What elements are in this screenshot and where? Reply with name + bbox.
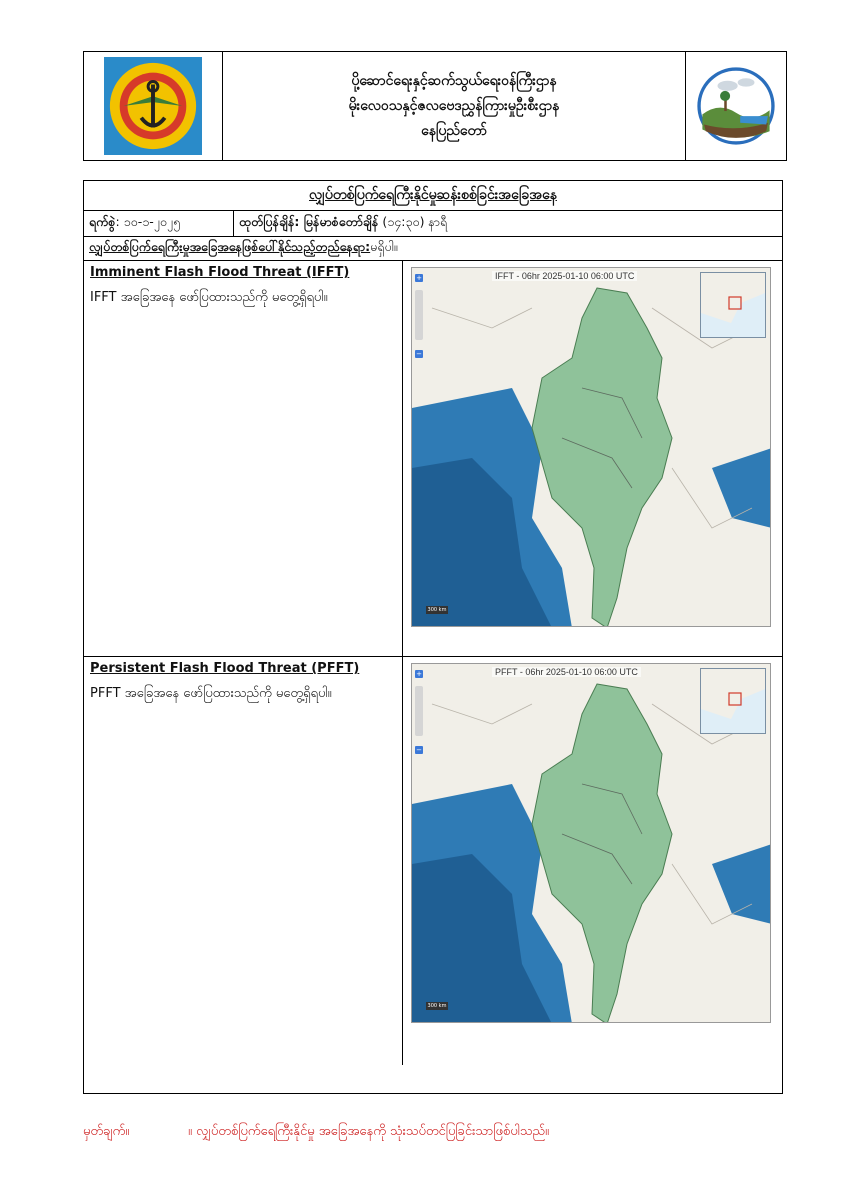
overview-inset-map[interactable] bbox=[700, 668, 766, 734]
zoom-slider[interactable] bbox=[415, 686, 423, 736]
map-scale-bar: 300 km bbox=[427, 1003, 447, 1009]
date-cell bbox=[84, 211, 234, 236]
map-scale-bar: 300 km bbox=[427, 607, 447, 613]
overview-inset-map[interactable] bbox=[700, 272, 766, 338]
ifft-map-caption: IFFT - 06hr 2025-01-10 06:00 UTC bbox=[492, 271, 637, 281]
department-name: မိုးလေဝသနှင့်ဇလဗေဒညွှန်ကြားမှုဦးစီးဌာန bbox=[348, 97, 560, 114]
report-title: လျှပ်တစ်ပြက်ရေကြီးနိုင်မှုဆန်းစစ်ခြင်းအခြေအနေ bbox=[84, 181, 782, 211]
pfft-map-caption: PFFT - 06hr 2025-01-10 06:00 UTC bbox=[492, 667, 641, 677]
ministry-seal-icon bbox=[104, 57, 202, 155]
zoom-slider[interactable] bbox=[415, 290, 423, 340]
city-name: နေပြည်တော် bbox=[421, 122, 487, 139]
ifft-text-cell bbox=[84, 261, 403, 656]
date-value: : ၁၀-၁-၂၀၂၅ bbox=[115, 214, 181, 229]
ifft-description: IFFT အခြေအနေ ဖော်ပြထားသည်ကို မတွေ့ရှိရပါ။ bbox=[90, 290, 328, 305]
pfft-map-cell bbox=[403, 657, 782, 1065]
date-row bbox=[84, 211, 782, 237]
zoom-in-button[interactable]: + bbox=[416, 670, 422, 678]
pfft-description: PFFT အခြေအနေ ဖော်ပြထားသည်ကို မတွေ့ရှိရပါ။ bbox=[90, 686, 332, 701]
overview-graphic bbox=[701, 669, 765, 733]
left-logo-cell bbox=[84, 52, 223, 160]
date-label: ရက်စွဲ bbox=[89, 214, 116, 229]
zoom-out-button[interactable]: − bbox=[416, 350, 422, 358]
ifft-map[interactable] bbox=[411, 267, 771, 627]
zoom-out-button[interactable]: − bbox=[416, 746, 422, 754]
ifft-map-cell bbox=[403, 261, 782, 656]
footnote bbox=[83, 1123, 783, 1142]
pfft-section bbox=[84, 657, 782, 1065]
overview-graphic bbox=[701, 273, 765, 337]
issue-time-cell bbox=[234, 214, 782, 233]
pfft-title: Persistent Flash Flood Threat (PFFT) bbox=[90, 661, 360, 676]
status-value: မရှိပါ။ bbox=[370, 239, 398, 254]
issue-time-label: ထုတ်ပြန်ချိန်: မြန်မာစံတော်ချိန် bbox=[239, 214, 379, 229]
zoom-in-button[interactable]: + bbox=[416, 274, 422, 282]
pfft-map[interactable] bbox=[411, 663, 771, 1023]
status-row bbox=[84, 237, 782, 261]
status-label: လျှပ်တစ်ပြက်ရေကြီးမှုအခြေအနေဖြစ်ပေါ်နိုင်သည့်တည်နေရာ: bbox=[89, 239, 371, 254]
note-label: မှတ်ချက်။ bbox=[83, 1124, 130, 1139]
issue-time-value: (၁၄:၃၀) နာရီ bbox=[378, 214, 448, 229]
ministry-name: ပို့ဆောင်ရေးနှင့်ဆက်သွယ်ရေးဝန်ကြီးဌာန bbox=[351, 72, 557, 89]
pfft-text-cell bbox=[84, 657, 403, 1065]
right-logo-cell bbox=[685, 52, 786, 160]
note-text: ။ လျှပ်တစ်ပြက်ရေကြီးနိုင်မှု အခြေအနေကို သုံးသပ်တင်ပြခြင်းသာဖြစ်ပါသည်။ bbox=[188, 1124, 549, 1139]
ifft-title: Imminent Flash Flood Threat (IFFT) bbox=[90, 265, 350, 280]
report-table bbox=[83, 180, 783, 1094]
ifft-section bbox=[84, 261, 782, 657]
document-header bbox=[83, 51, 787, 161]
hydrology-logo-icon bbox=[694, 64, 778, 148]
ministry-heading bbox=[223, 52, 685, 160]
